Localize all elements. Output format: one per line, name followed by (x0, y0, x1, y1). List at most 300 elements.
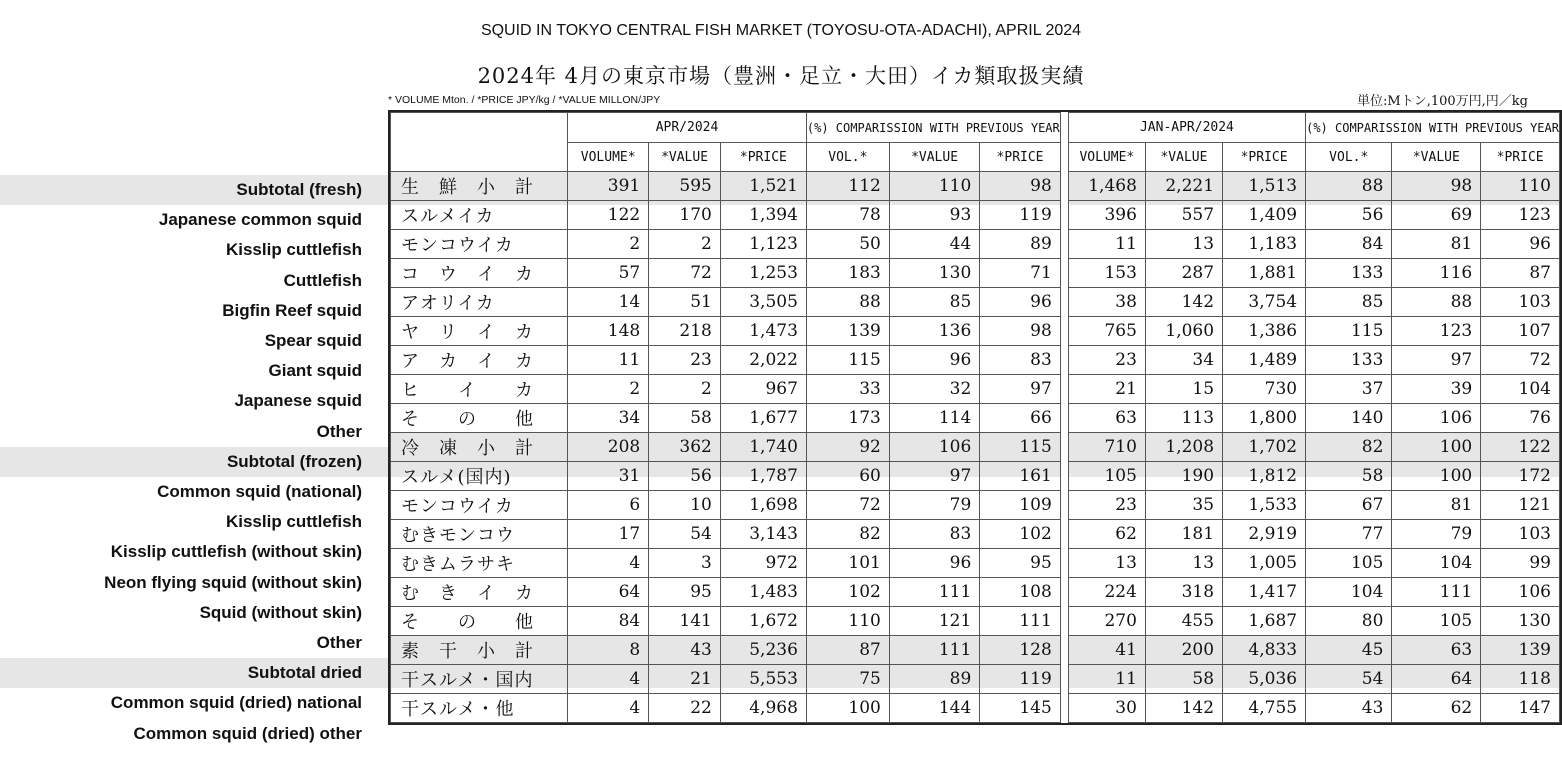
value-cell: 107 (1481, 317, 1560, 346)
value-cell: 2 (568, 230, 649, 259)
value-cell: 50 (806, 230, 889, 259)
value-cell: 172 (1481, 462, 1560, 491)
value-cell: 128 (980, 636, 1060, 665)
value-cell: 41 (1068, 636, 1145, 665)
header-row-periods (391, 113, 1560, 143)
value-cell: 200 (1145, 636, 1222, 665)
data-table-frame (388, 110, 1562, 725)
value-cell: 87 (1481, 259, 1560, 288)
header-metric-cell: *PRICE (720, 143, 806, 172)
japanese-label-cell: そ の 他 (391, 607, 568, 636)
value-cell: 105 (1306, 549, 1392, 578)
header-comparison-apr: (%) COMPARISSION WITH PREVIOUS YEAR (806, 113, 1060, 143)
value-cell: 105 (1068, 462, 1145, 491)
value-cell: 98 (980, 317, 1060, 346)
value-cell: 98 (980, 172, 1060, 201)
column-gap (1060, 549, 1068, 578)
value-cell: 1,468 (1068, 172, 1145, 201)
subtotal-row (391, 433, 1560, 462)
value-cell: 595 (649, 172, 721, 201)
value-cell: 111 (889, 578, 979, 607)
value-cell: 122 (1481, 433, 1560, 462)
value-cell: 1,253 (720, 259, 806, 288)
value-cell: 60 (806, 462, 889, 491)
subtotal-row (391, 172, 1560, 201)
value-cell: 710 (1068, 433, 1145, 462)
table-row (391, 317, 1560, 346)
value-cell: 122 (568, 201, 649, 230)
value-cell: 116 (1392, 259, 1481, 288)
value-cell: 82 (806, 520, 889, 549)
value-cell: 21 (649, 665, 721, 694)
value-cell: 75 (806, 665, 889, 694)
table-row (391, 549, 1560, 578)
value-cell: 100 (806, 694, 889, 723)
value-cell: 111 (980, 607, 1060, 636)
value-cell: 110 (806, 607, 889, 636)
table-row (391, 694, 1560, 723)
column-gap (1060, 113, 1068, 172)
value-cell: 56 (649, 462, 721, 491)
value-cell: 21 (1068, 375, 1145, 404)
header-metric-cell: *VALUE (889, 143, 979, 172)
value-cell: 1,521 (720, 172, 806, 201)
value-cell: 142 (1145, 288, 1222, 317)
value-cell: 72 (806, 491, 889, 520)
value-cell: 84 (568, 607, 649, 636)
value-cell: 161 (980, 462, 1060, 491)
value-cell: 1,787 (720, 462, 806, 491)
value-cell: 121 (889, 607, 979, 636)
table-row (391, 288, 1560, 317)
value-cell: 32 (889, 375, 979, 404)
japanese-label-cell: モンコウイカ (391, 491, 568, 520)
value-cell: 83 (889, 520, 979, 549)
value-cell: 133 (1306, 259, 1392, 288)
value-cell: 190 (1145, 462, 1222, 491)
value-cell: 1,183 (1223, 230, 1306, 259)
value-cell: 1,386 (1223, 317, 1306, 346)
value-cell: 81 (1392, 491, 1481, 520)
english-row-label: Other (316, 421, 362, 441)
column-gap (1060, 462, 1068, 491)
value-cell: 118 (1481, 665, 1560, 694)
value-cell: 142 (1145, 694, 1222, 723)
value-cell: 17 (568, 520, 649, 549)
english-row-label: Spear squid (264, 331, 362, 350)
value-cell: 4 (568, 549, 649, 578)
value-cell: 103 (1481, 520, 1560, 549)
japanese-label-cell: 生 鮮 小 計 (391, 172, 568, 201)
value-cell: 111 (1392, 578, 1481, 607)
value-cell: 23 (1068, 491, 1145, 520)
header-comparison-jan-apr: (%) COMPARISSION WITH PREVIOUS YEAR (1306, 113, 1560, 143)
value-cell: 170 (649, 201, 721, 230)
header-metric-cell: *VALUE (1392, 143, 1481, 172)
value-cell: 102 (980, 520, 1060, 549)
table-row (391, 404, 1560, 433)
header-metric-cell: *VALUE (649, 143, 721, 172)
value-cell: 115 (980, 433, 1060, 462)
english-row-label: Squid (without skin) (199, 602, 362, 622)
value-cell: 31 (568, 462, 649, 491)
japanese-label-cell: 干スルメ・国内 (391, 665, 568, 694)
value-cell: 51 (649, 288, 721, 317)
table-row (391, 491, 1560, 520)
value-cell: 1,687 (1223, 607, 1306, 636)
page-title: SQUID IN TOKYO CENTRAL FISH MARKET (TOYOSU-OTA-ADACHI), APRIL 2024 (480, 22, 1082, 39)
value-cell: 8 (568, 636, 649, 665)
value-cell: 23 (649, 346, 721, 375)
value-cell: 123 (1481, 201, 1560, 230)
value-cell: 84 (1306, 230, 1392, 259)
japanese-title: 2024年 4月の東京市場（豊洲・足立・大田）イカ類取扱実績 (477, 64, 1085, 88)
value-cell: 79 (1392, 520, 1481, 549)
value-cell: 10 (649, 491, 721, 520)
value-cell: 112 (806, 172, 889, 201)
table-row (391, 259, 1560, 288)
value-cell: 183 (806, 259, 889, 288)
value-cell: 1,473 (720, 317, 806, 346)
value-cell: 64 (568, 578, 649, 607)
english-row-label: Subtotal (fresh) (236, 180, 362, 199)
value-cell: 22 (649, 694, 721, 723)
column-gap (1060, 491, 1068, 520)
value-cell: 63 (1392, 636, 1481, 665)
value-cell: 96 (889, 549, 979, 578)
value-cell: 972 (720, 549, 806, 578)
table-row (391, 375, 1560, 404)
header-period-apr: APR/2024 (568, 113, 807, 143)
value-cell: 1,513 (1223, 172, 1306, 201)
column-gap (1060, 317, 1068, 346)
english-row-label: Common squid (national) (157, 482, 362, 501)
english-row-label: Giant squid (268, 361, 362, 381)
english-row-label: Bigfin Reef squid (222, 300, 362, 320)
column-gap (1060, 172, 1068, 201)
value-cell: 88 (806, 288, 889, 317)
value-cell: 89 (980, 230, 1060, 259)
value-cell: 13 (1145, 230, 1222, 259)
column-gap (1060, 201, 1068, 230)
value-cell: 78 (806, 201, 889, 230)
value-cell: 4,755 (1223, 694, 1306, 723)
value-cell: 111 (889, 636, 979, 665)
value-cell: 14 (568, 288, 649, 317)
english-row-label: Common squid (dried) national (110, 693, 362, 713)
value-cell: 1,740 (720, 433, 806, 462)
value-cell: 3,754 (1223, 288, 1306, 317)
value-cell: 97 (980, 375, 1060, 404)
value-cell: 121 (1481, 491, 1560, 520)
value-cell: 34 (568, 404, 649, 433)
value-cell: 104 (1392, 549, 1481, 578)
value-cell: 1,123 (720, 230, 806, 259)
value-cell: 96 (1481, 230, 1560, 259)
value-cell: 62 (1392, 694, 1481, 723)
english-row-label: Japanese common squid (158, 210, 362, 230)
column-gap (1060, 520, 1068, 549)
value-cell: 208 (568, 433, 649, 462)
value-cell: 148 (568, 317, 649, 346)
japanese-label-cell: ア カ イ カ (391, 346, 568, 375)
value-cell: 1,812 (1223, 462, 1306, 491)
value-cell: 108 (980, 578, 1060, 607)
value-cell: 110 (1481, 172, 1560, 201)
value-cell: 130 (1481, 607, 1560, 636)
value-cell: 114 (889, 404, 979, 433)
value-cell: 66 (980, 404, 1060, 433)
value-cell: 15 (1145, 375, 1222, 404)
value-cell: 87 (806, 636, 889, 665)
english-row-label: Subtotal (frozen) (226, 451, 362, 471)
value-cell: 58 (649, 404, 721, 433)
value-cell: 35 (1145, 491, 1222, 520)
value-cell: 72 (1481, 346, 1560, 375)
value-cell: 81 (1392, 230, 1481, 259)
value-cell: 83 (980, 346, 1060, 375)
value-cell: 63 (1068, 404, 1145, 433)
japanese-label-cell: スルメイカ (391, 201, 568, 230)
column-gap (1060, 636, 1068, 665)
table-row (391, 607, 1560, 636)
value-cell: 1,677 (720, 404, 806, 433)
header-metric-cell: VOLUME* (568, 143, 649, 172)
column-gap (1060, 346, 1068, 375)
value-cell: 99 (1481, 549, 1560, 578)
value-cell: 1,483 (720, 578, 806, 607)
value-cell: 37 (1306, 375, 1392, 404)
value-cell: 144 (889, 694, 979, 723)
value-cell: 54 (649, 520, 721, 549)
subtotal-row (391, 636, 1560, 665)
value-cell: 71 (980, 259, 1060, 288)
value-cell: 153 (1068, 259, 1145, 288)
value-cell: 88 (1392, 288, 1481, 317)
value-cell: 967 (720, 375, 806, 404)
value-cell: 1,005 (1223, 549, 1306, 578)
value-cell: 33 (806, 375, 889, 404)
value-cell: 4 (568, 694, 649, 723)
value-cell: 58 (1145, 665, 1222, 694)
value-cell: 270 (1068, 607, 1145, 636)
column-gap (1060, 694, 1068, 723)
value-cell: 23 (1068, 346, 1145, 375)
value-cell: 54 (1306, 665, 1392, 694)
column-gap (1060, 433, 1068, 462)
value-cell: 39 (1392, 375, 1481, 404)
value-cell: 88 (1306, 172, 1392, 201)
column-gap (1060, 607, 1068, 636)
value-cell: 85 (889, 288, 979, 317)
value-cell: 100 (1392, 462, 1481, 491)
english-row-label: Kisslip cuttlefish (without skin) (110, 542, 362, 562)
value-cell: 2 (568, 375, 649, 404)
value-cell: 6 (568, 491, 649, 520)
value-cell: 57 (568, 259, 649, 288)
value-cell: 97 (1392, 346, 1481, 375)
value-cell: 76 (1481, 404, 1560, 433)
value-cell: 224 (1068, 578, 1145, 607)
value-cell: 97 (889, 462, 979, 491)
column-gap (1060, 578, 1068, 607)
japanese-label-cell: 素 干 小 計 (391, 636, 568, 665)
table-row (391, 665, 1560, 694)
value-cell: 85 (1306, 288, 1392, 317)
value-cell: 4 (568, 665, 649, 694)
value-cell: 455 (1145, 607, 1222, 636)
value-cell: 100 (1392, 433, 1481, 462)
value-cell: 106 (1481, 578, 1560, 607)
value-cell: 147 (1481, 694, 1560, 723)
value-cell: 30 (1068, 694, 1145, 723)
table-row (391, 578, 1560, 607)
value-cell: 181 (1145, 520, 1222, 549)
column-gap (1060, 288, 1068, 317)
value-cell: 113 (1145, 404, 1222, 433)
value-cell: 139 (1481, 636, 1560, 665)
value-cell: 105 (1392, 607, 1481, 636)
value-cell: 56 (1306, 201, 1392, 230)
value-cell: 1,800 (1223, 404, 1306, 433)
value-cell: 1,409 (1223, 201, 1306, 230)
value-cell: 2,221 (1145, 172, 1222, 201)
value-cell: 2 (649, 230, 721, 259)
value-cell: 43 (1306, 694, 1392, 723)
value-cell: 89 (889, 665, 979, 694)
english-row-label: Kisslip cuttlefish (225, 240, 362, 260)
value-cell: 98 (1392, 172, 1481, 201)
japanese-label-cell: 冷 凍 小 計 (391, 433, 568, 462)
value-cell: 557 (1145, 201, 1222, 230)
value-cell: 58 (1306, 462, 1392, 491)
value-cell: 1,702 (1223, 433, 1306, 462)
value-cell: 1,394 (720, 201, 806, 230)
column-gap (1060, 665, 1068, 694)
header-metric-cell: *PRICE (980, 143, 1060, 172)
value-cell: 45 (1306, 636, 1392, 665)
value-cell: 362 (649, 433, 721, 462)
value-cell: 11 (1068, 665, 1145, 694)
japanese-label-cell: むきムラサキ (391, 549, 568, 578)
value-cell: 287 (1145, 259, 1222, 288)
value-cell: 391 (568, 172, 649, 201)
header-metric-cell: VOLUME* (1068, 143, 1145, 172)
english-row-label: Japanese squid (234, 391, 362, 411)
value-cell: 72 (649, 259, 721, 288)
value-cell: 4,968 (720, 694, 806, 723)
english-row-label: Kisslip cuttlefish (225, 512, 362, 532)
value-cell: 80 (1306, 607, 1392, 636)
value-cell: 1,533 (1223, 491, 1306, 520)
value-cell: 82 (1306, 433, 1392, 462)
value-cell: 4,833 (1223, 636, 1306, 665)
japanese-label-cell: そ の 他 (391, 404, 568, 433)
value-cell: 62 (1068, 520, 1145, 549)
english-row-label: Neon flying squid (without skin) (104, 572, 362, 592)
header-metric-cell: *PRICE (1481, 143, 1560, 172)
value-cell: 115 (1306, 317, 1392, 346)
value-cell: 5,036 (1223, 665, 1306, 694)
header-period-jan-apr: JAN-APR/2024 (1068, 113, 1305, 143)
value-cell: 96 (889, 346, 979, 375)
value-cell: 5,236 (720, 636, 806, 665)
value-cell: 765 (1068, 317, 1145, 346)
value-cell: 5,553 (720, 665, 806, 694)
value-cell: 13 (1145, 549, 1222, 578)
value-cell: 34 (1145, 346, 1222, 375)
value-cell: 133 (1306, 346, 1392, 375)
japanese-label-cell: モンコウイカ (391, 230, 568, 259)
value-cell: 106 (889, 433, 979, 462)
value-cell: 102 (806, 578, 889, 607)
value-cell: 67 (1306, 491, 1392, 520)
value-cell: 69 (1392, 201, 1481, 230)
column-gap (1060, 230, 1068, 259)
value-cell: 2,022 (720, 346, 806, 375)
value-cell: 79 (889, 491, 979, 520)
value-cell: 2 (649, 375, 721, 404)
value-cell: 1,060 (1145, 317, 1222, 346)
value-cell: 95 (649, 578, 721, 607)
value-cell: 101 (806, 549, 889, 578)
value-cell: 139 (806, 317, 889, 346)
table-row (391, 201, 1560, 230)
value-cell: 109 (980, 491, 1060, 520)
japanese-label-cell: ヤ リ イ カ (391, 317, 568, 346)
value-cell: 1,208 (1145, 433, 1222, 462)
value-cell: 3,143 (720, 520, 806, 549)
value-cell: 104 (1481, 375, 1560, 404)
japanese-label-cell: ヒ イ カ (391, 375, 568, 404)
value-cell: 64 (1392, 665, 1481, 694)
value-cell: 1,672 (720, 607, 806, 636)
value-cell: 318 (1145, 578, 1222, 607)
value-cell: 396 (1068, 201, 1145, 230)
value-cell: 11 (568, 346, 649, 375)
japanese-label-cell: 干スルメ・他 (391, 694, 568, 723)
value-cell: 43 (649, 636, 721, 665)
value-cell: 173 (806, 404, 889, 433)
table-row (391, 230, 1560, 259)
units-legend: * VOLUME Mton. / *PRICE JPY/kg / *VALUE MILLON/JPY (388, 94, 661, 106)
english-row-label: Subtotal dried (247, 663, 362, 683)
column-gap (1060, 259, 1068, 288)
value-cell: 1,417 (1223, 578, 1306, 607)
japanese-label-cell: コ ウ イ カ (391, 259, 568, 288)
value-cell: 96 (980, 288, 1060, 317)
value-cell: 123 (1392, 317, 1481, 346)
value-cell: 119 (980, 201, 1060, 230)
header-metric-cell: VOL.* (1306, 143, 1392, 172)
value-cell: 730 (1223, 375, 1306, 404)
value-cell: 103 (1481, 288, 1560, 317)
value-cell: 92 (806, 433, 889, 462)
table-row (391, 520, 1560, 549)
value-cell: 2,919 (1223, 520, 1306, 549)
column-gap (1060, 375, 1068, 404)
value-cell: 130 (889, 259, 979, 288)
value-cell: 1,489 (1223, 346, 1306, 375)
table-row (391, 346, 1560, 375)
value-cell: 93 (889, 201, 979, 230)
value-cell: 136 (889, 317, 979, 346)
value-cell: 140 (1306, 404, 1392, 433)
value-cell: 95 (980, 549, 1060, 578)
value-cell: 218 (649, 317, 721, 346)
value-cell: 38 (1068, 288, 1145, 317)
english-row-label: Common squid (dried) other (133, 723, 362, 743)
